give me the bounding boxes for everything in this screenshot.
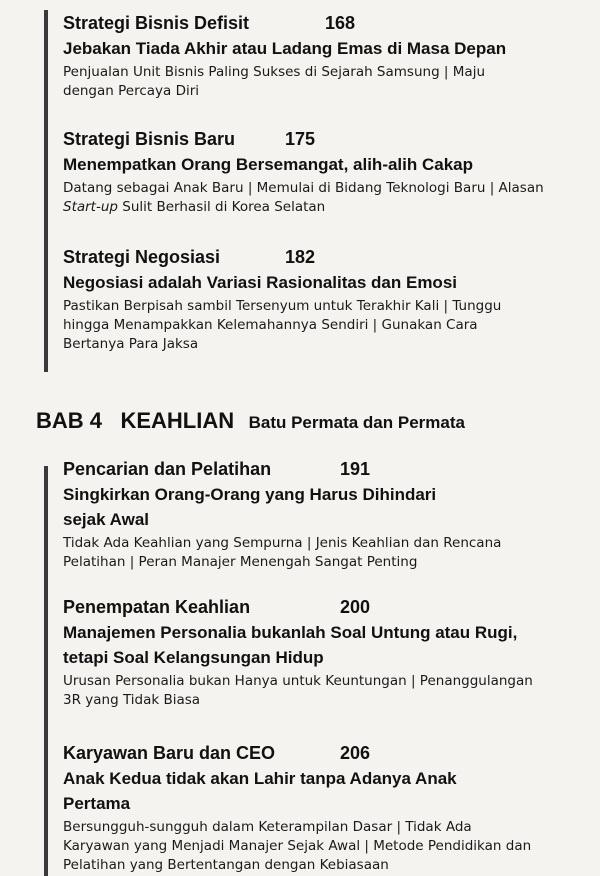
entry-title: Strategi Bisnis Baru xyxy=(63,129,236,149)
toc-entry[interactable] xyxy=(63,246,584,354)
entry-description: Penjualan Unit Bisnis Paling Sukses di Sejarah Samsung | Maju dengan Percaya Diri xyxy=(63,64,486,99)
page-number: 175 xyxy=(285,129,316,149)
entry-title: Strategi Negosiasi xyxy=(63,247,221,267)
entry-subtitle: Manajemen Personalia bukanlah Soal Untung atau Rugi, tetapi Soal Kelangsungan Hidup xyxy=(63,623,518,667)
chapter-name: KEAHLIAN xyxy=(120,408,235,433)
toc-entry[interactable] xyxy=(63,12,584,101)
section-divider-bar xyxy=(44,466,48,876)
entry-description: Urusan Personalia bukan Hanya untuk Keuntungan | Penanggulangan 3R yang Tidak Biasa xyxy=(63,673,533,708)
entry-description: Tidak Ada Keahlian yang Sempurna | Jenis Keahlian dan Rencana Pelatihan | Peran Manajer Menengah Sangat Penting xyxy=(63,535,502,570)
entry-description: Pastikan Berpisah sambil Tersenyum untuk Terakhir Kali | Tunggu hingga Menampakkan Kelemahannya Sendiri | Gunakan Cara Bertanya Para Jaksa xyxy=(63,298,502,352)
entry-subtitle: Negosiasi adalah Variasi Rasionalitas dan Emosi xyxy=(63,273,457,292)
entry-subtitle: Singkirkan Orang-Orang yang Harus Dihindari sejak Awal xyxy=(63,485,437,529)
entry-title: Karyawan Baru dan CEO xyxy=(63,743,276,763)
desc-suffix: Sulit Berhasil di Korea Selatan xyxy=(122,199,326,215)
page-number: 206 xyxy=(340,743,371,763)
entry-title: Pencarian dan Pelatihan xyxy=(63,459,272,479)
entry-subtitle: Anak Kedua tidak akan Lahir tanpa Adanya Anak Pertama xyxy=(63,769,457,813)
chapter-heading xyxy=(36,408,465,434)
chapter-number: BAB 4 xyxy=(36,408,103,433)
page-number: 200 xyxy=(340,597,371,617)
section-divider-bar xyxy=(44,10,48,372)
entry-title: Strategi Bisnis Defisit xyxy=(63,13,250,33)
entry-title: Penempatan Keahlian xyxy=(63,597,251,617)
entry-subtitle: Menempatkan Orang Bersemangat, alih-alih Cakap xyxy=(63,155,474,174)
toc-entry[interactable] xyxy=(63,128,584,217)
toc-entry[interactable] xyxy=(63,596,584,710)
toc-group-bottom xyxy=(44,459,584,876)
page-number: 168 xyxy=(325,13,356,33)
toc-entry[interactable] xyxy=(63,742,584,875)
page-number: 191 xyxy=(340,459,371,479)
desc-italic: Start-up xyxy=(63,199,118,215)
toc-group-top xyxy=(44,10,584,372)
entry-description xyxy=(63,179,584,217)
desc-prefix: Datang sebagai Anak Baru | Memulai di Bidang Teknologi Baru | Alasan xyxy=(63,180,544,196)
chapter-subtitle: Batu Permata dan Permata xyxy=(248,413,465,432)
entry-subtitle: Jebakan Tiada Akhir atau Ladang Emas di Masa Depan xyxy=(63,39,507,58)
toc-entry[interactable] xyxy=(63,458,584,572)
page-number: 182 xyxy=(285,247,316,267)
entry-description: Bersungguh-sungguh dalam Keterampilan Dasar | Tidak Ada Karyawan yang Menjadi Manajer Sejak Awal | Metode Pendidikan dan Pelatihan yang Bertentangan dengan Kebiasaan xyxy=(63,819,532,873)
